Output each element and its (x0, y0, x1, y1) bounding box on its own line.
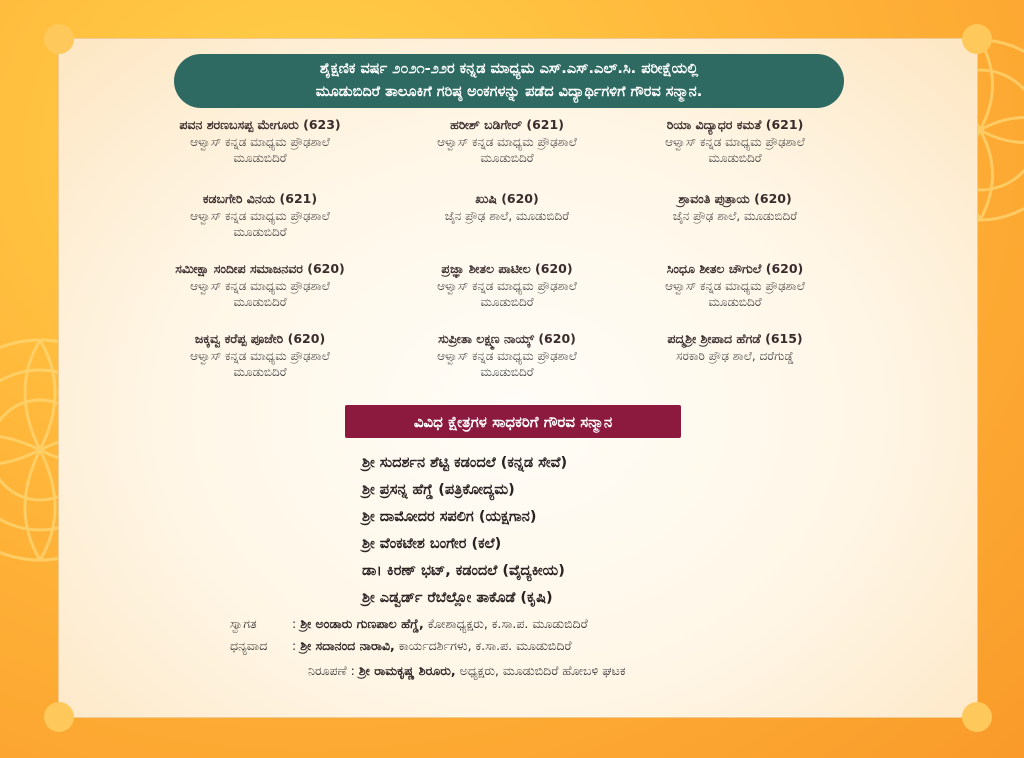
student-school: ಆಳ್ವಾಸ್ ಕನ್ನಡ ಮಾಧ್ಯಮ ಪ್ರೌಢಶಾಲೆ (665, 279, 805, 293)
banner-line-1: ಶೈಕ್ಷಣಿಕ ವರ್ಷ ೨೦೨೧-೨೨ರ ಕನ್ನಡ ಮಾಧ್ಯಮ ಎಸ್.ಎಸ್.ಎಲ್.ಸಿ. ಪರೀಕ್ಷೆಯಲ್ಲಿ (319, 61, 699, 77)
welcome-role: ಕೋಶಾಧ್ಯಕ್ಷರು, ಕ.ಸಾ.ಪ. ಮೂಡುಬಿದಿರೆ (427, 616, 588, 631)
student-school: ಜೈನ ಪ್ರೌಢ ಶಾಲೆ, ಮೂಡುಬಿದಿರೆ (672, 209, 798, 223)
student-name: ಸಮೀಕ್ಷಾ ಸಂದೀಪ ಸಮಾಜನವರ (620) (175, 261, 345, 276)
student-entry (140, 190, 380, 240)
student-name: ಖುಷಿ (620) (475, 191, 539, 206)
student-school-place: ಮೂಡುಬಿದಿರೆ (480, 365, 534, 379)
student-school-place: ಮೂಡುಬಿದಿರೆ (480, 151, 534, 165)
student-school: ಆಳ್ವಾಸ್ ಕನ್ನಡ ಮಾಧ್ಯಮ ಪ್ರೌಢಶಾಲೆ (437, 349, 577, 363)
thanks-separator: : (291, 638, 297, 653)
student-school: ಆಳ್ವಾಸ್ ಕನ್ನಡ ಮಾಧ್ಯಮ ಪ್ರೌಢಶಾಲೆ (665, 135, 805, 149)
student-school-place: ಮೂಡುಬಿದಿರೆ (480, 295, 534, 309)
host-separator: : (350, 663, 355, 678)
heading-banner (174, 54, 844, 108)
card-corner-ornament (962, 702, 992, 732)
student-school: ಸರಕಾರಿ ಪ್ರೌಢ ಶಾಲೆ, ದರೆಗುಡ್ಡೆ (676, 349, 794, 363)
student-school: ಆಳ್ವಾಸ್ ಕನ್ನಡ ಮಾಧ್ಯಮ ಪ್ರೌಢಶಾಲೆ (190, 209, 330, 223)
student-school-place: ಮೂಡುಬಿದಿರೆ (708, 151, 762, 165)
student-entry (140, 116, 380, 166)
thanks-row (230, 637, 572, 655)
honoree-item: ಶ್ರೀ ಎಡ್ವರ್ಡ್ ರೆಬೆಲ್ಲೋ ತಾಕೊಡೆ (ಕೃಷಿ) (362, 590, 553, 606)
thanks-label: ಧನ್ಯವಾದ (230, 638, 268, 653)
student-entry (615, 260, 855, 310)
student-name: ಸಿಂಧೂ ಶೀತಲ ಚೌಗುಲೆ (620) (666, 261, 804, 276)
student-school-place: ಮೂಡುಬಿದಿರೆ (233, 151, 287, 165)
card-corner-ornament (44, 702, 74, 732)
student-name: ಜಕ್ಕವ್ವ ಕರೆಪ್ಪ ಪೂಜೇರಿ (620) (194, 331, 326, 346)
student-name: ಪ್ರಜ್ಞಾ ಶೀತಲ ಪಾಟೀಲ (620) (441, 261, 573, 276)
honorees-list (362, 450, 672, 612)
student-name: ಪವನ ಶರಣಬಸಪ್ಪ ಮೇಗೂರು (623) (179, 117, 341, 132)
host-row (308, 662, 625, 680)
honoree-item: ಶ್ರೀ ವೆಂಕಟೇಶ ಬಂಗೇರ (ಕಲೆ) (362, 536, 502, 552)
honoree-item: ಶ್ರೀ ಪ್ರಸನ್ನ ಹೆಗ್ಡೆ (ಪತ್ರಿಕೋದ್ಯಮ) (362, 482, 515, 498)
student-entry (615, 116, 855, 166)
banner-line-2: ಮೂಡುಬಿದಿರೆ ತಾಲೂಕಿಗೆ ಗರಿಷ್ಠ ಅಂಕಗಳನ್ನು ಪಡೆದ ವಿದ್ಯಾರ್ಥಿಗಳಿಗೆ ಗೌರವ ಸನ್ಮಾನ. (315, 84, 703, 100)
student-entry (140, 260, 380, 310)
student-school-place: ಮೂಡುಬಿದಿರೆ (233, 295, 287, 309)
welcome-row (230, 615, 588, 633)
honoree-item: ಡಾ। ಕಿರಣ್ ಭಟ್, ಕಡಂದಲೆ (ವೈದ್ಯಕೀಯ) (362, 563, 565, 579)
student-name: ಕಡಬಗೇರಿ ವಿನಯ (621) (202, 191, 318, 206)
welcome-separator: : (291, 616, 297, 631)
student-school: ಆಳ್ವಾಸ್ ಕನ್ನಡ ಮಾಧ್ಯಮ ಪ್ರೌಢಶಾಲೆ (190, 279, 330, 293)
student-entry (387, 260, 627, 310)
student-entry (615, 330, 855, 364)
student-school: ಆಳ್ವಾಸ್ ಕನ್ನಡ ಮಾಧ್ಯಮ ಪ್ರೌಢಶಾಲೆ (437, 135, 577, 149)
student-entry (387, 330, 627, 380)
section-heading: ವಿವಿಧ ಕ್ಷೇತ್ರಗಳ ಸಾಧಕರಿಗೆ ಗೌರವ ಸನ್ಮಾನ (345, 405, 681, 438)
student-entry (140, 330, 380, 380)
student-name: ಸುಪ್ರೀತಾ ಲಕ್ಷ್ಮಣ ನಾಯ್ಕ್ (620) (438, 331, 576, 346)
host-name: ಶ್ರೀ ರಾಮಕೃಷ್ಣ ಶಿರೂರು, (358, 663, 456, 678)
student-entry (387, 116, 627, 166)
student-school-place: ಮೂಡುಬಿದಿರೆ (233, 365, 287, 379)
student-name: ರಿಯಾ ವಿದ್ಯಾಧರ ಕಮತೆ (621) (666, 117, 804, 132)
student-entry (387, 190, 627, 224)
welcome-label: ಸ್ವಾಗತ (230, 616, 257, 631)
student-school: ಆಳ್ವಾಸ್ ಕನ್ನಡ ಮಾಧ್ಯಮ ಪ್ರೌಢಶಾಲೆ (437, 279, 577, 293)
host-role: ಅಧ್ಯಕ್ಷರು, ಮೂಡುಬಿದಿರೆ ಹೋಬಳಿ ಘಟಕ (459, 663, 626, 678)
student-name: ಹರೀಶ್ ಬಡಿಗೇರ್ (621) (450, 117, 564, 132)
welcome-name: ಶ್ರೀ ಅಂಡಾರು ಗುಣಪಾಲ ಹೆಗ್ಡೆ, (300, 616, 424, 631)
thanks-name: ಶ್ರೀ ಸದಾನಂದ ನಾರಾವಿ, (300, 638, 395, 653)
student-name: ಪದ್ಮಶ್ರೀ ಶ್ರೀಪಾದ ಹೆಗಡೆ (615) (667, 331, 803, 346)
card-corner-ornament (44, 24, 74, 54)
student-school: ಆಳ್ವಾಸ್ ಕನ್ನಡ ಮಾಧ್ಯಮ ಪ್ರೌಢಶಾಲೆ (190, 349, 330, 363)
student-school-place: ಮೂಡುಬಿದಿರೆ (708, 295, 762, 309)
student-name: ಶ್ರಾವಂತಿ ಪುತ್ರಾಯ (620) (678, 191, 792, 206)
student-school: ಆಳ್ವಾಸ್ ಕನ್ನಡ ಮಾಧ್ಯಮ ಪ್ರೌಢಶಾಲೆ (190, 135, 330, 149)
card-corner-ornament (962, 24, 992, 54)
thanks-role: ಕಾರ್ಯದರ್ಶಿಗಳು, ಕ.ಸಾ.ಪ. ಮೂಡುಬಿದಿರೆ (398, 638, 572, 653)
student-entry (615, 190, 855, 224)
student-school-place: ಮೂಡುಬಿದಿರೆ (233, 225, 287, 239)
honoree-item: ಶ್ರೀ ಸುದರ್ಶನ ಶೆಟ್ಟಿ ಕಡಂದಲೆ (ಕನ್ನಡ ಸೇವೆ) (362, 455, 568, 471)
honoree-item: ಶ್ರೀ ದಾಮೋದರ ಸಪಲಿಗ (ಯಕ್ಷಗಾನ) (362, 509, 537, 525)
student-school: ಜೈನ ಪ್ರೌಢ ಶಾಲೆ, ಮೂಡುಬಿದಿರೆ (444, 209, 570, 223)
host-label: ನಿರೂಪಣೆ (308, 663, 347, 678)
